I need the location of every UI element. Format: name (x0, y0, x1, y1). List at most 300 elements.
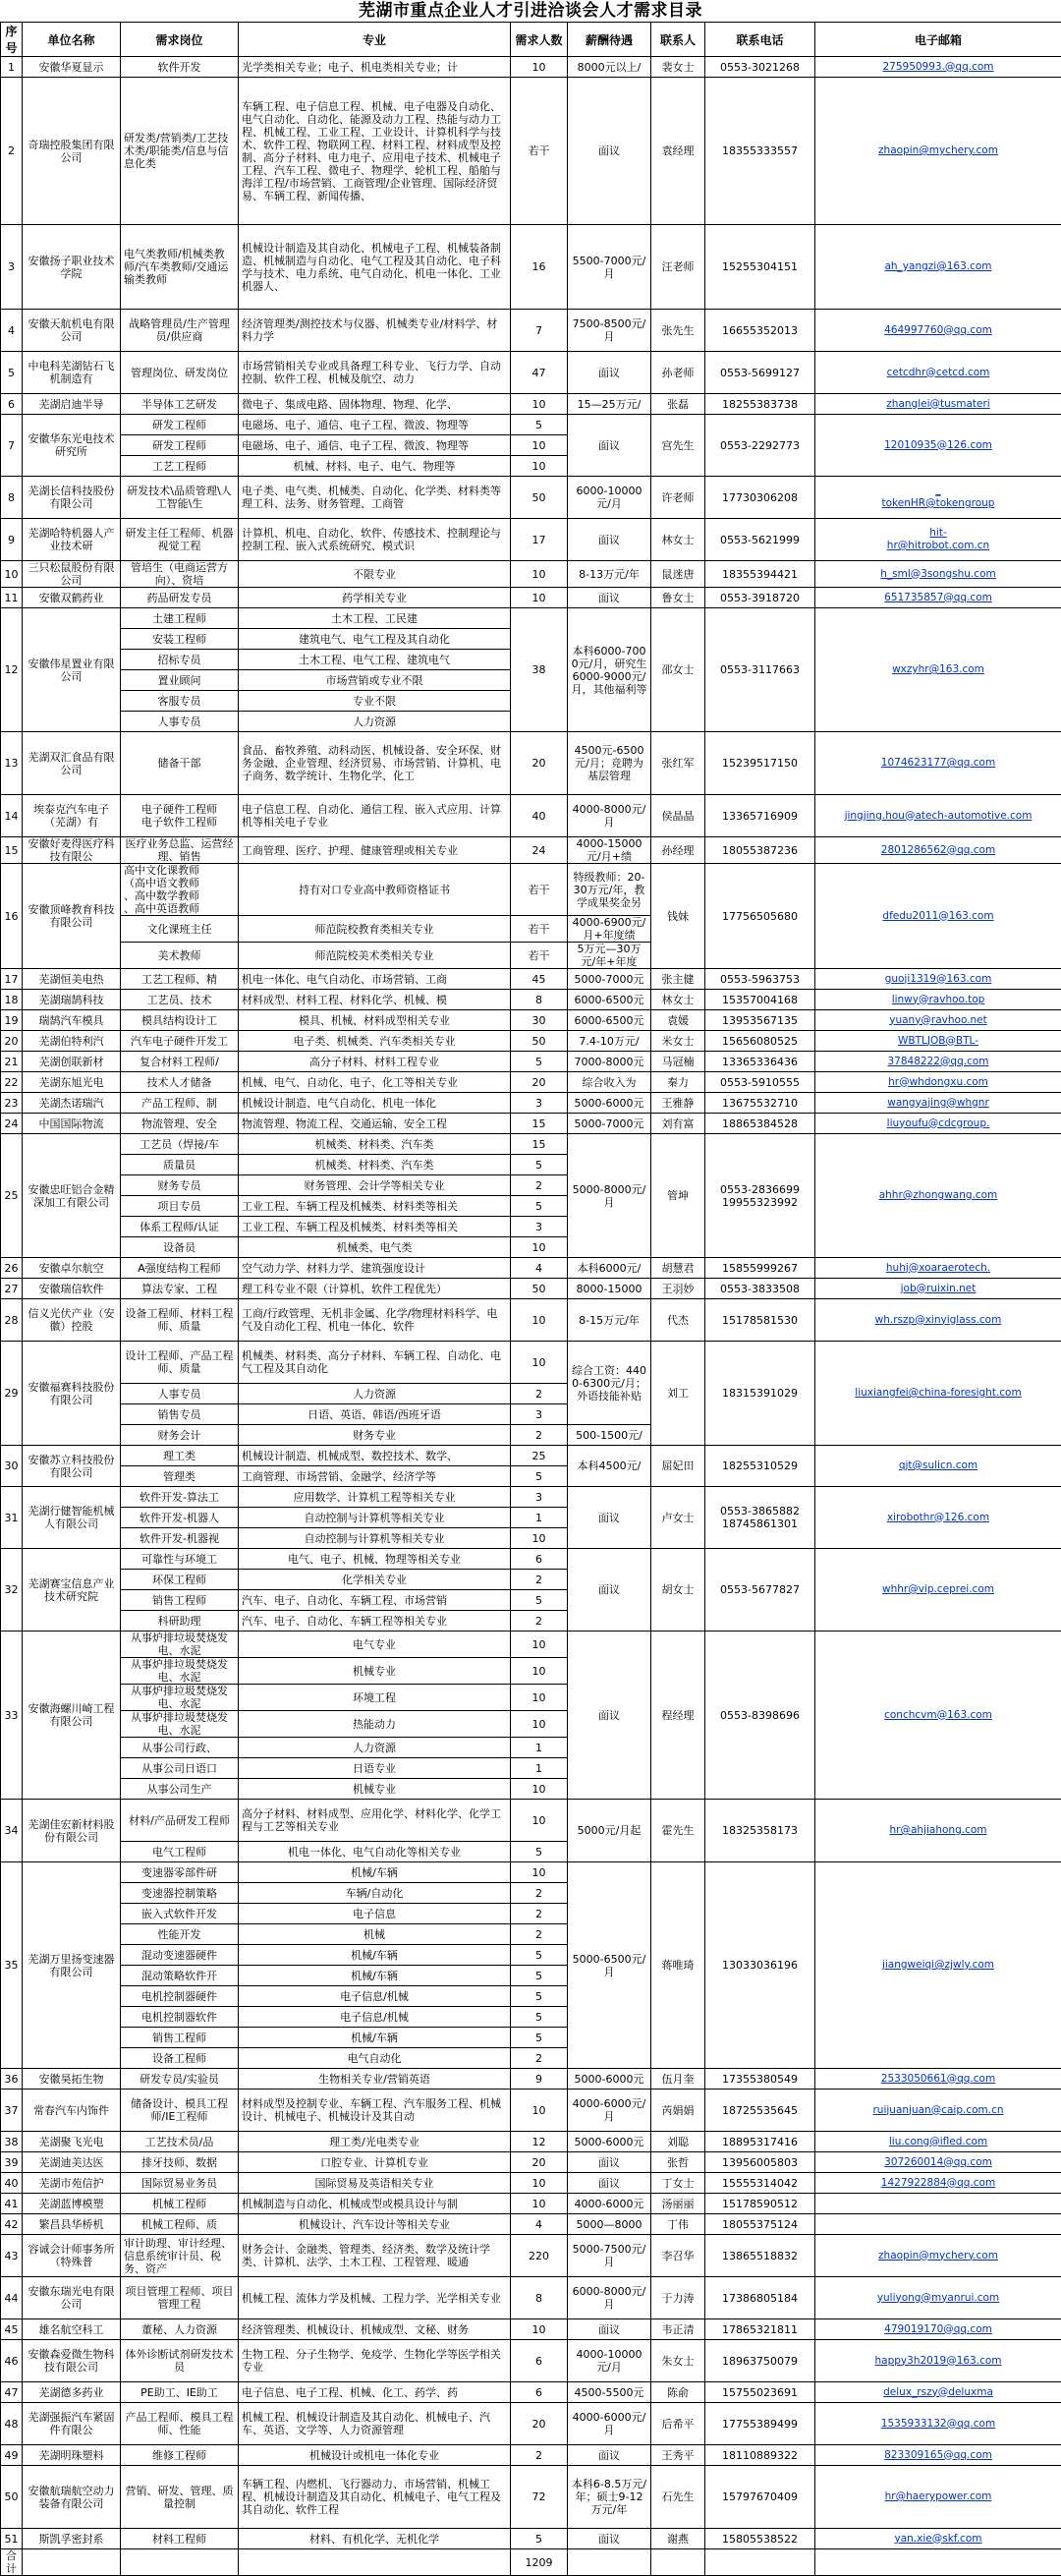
cell-count: 5 (511, 1466, 568, 1487)
cell-email[interactable]: 1074623177@qq.com (815, 732, 1061, 795)
cell-count: 5 (511, 1196, 568, 1217)
cell-email[interactable]: 307260014@qq.com (815, 2152, 1061, 2173)
cell-position: 审计助理、审计经理、信息系统审计员、税务、资产 (121, 2235, 239, 2277)
cell-email[interactable]: yuliyong@myanrui.com (815, 2277, 1061, 2319)
cell-seq: 5 (1, 352, 23, 394)
cell-seq: 24 (1, 1114, 23, 1134)
total-spacer (121, 2549, 239, 2576)
cell-contact: 张哲 (651, 2152, 705, 2173)
cell-contact: 袁经理 (651, 78, 705, 225)
cell-email[interactable]: 2533050661@qq.com (815, 2069, 1061, 2089)
cell-major: 电气、电子、机械、物理等相关专业 (239, 1549, 511, 1570)
cell-email[interactable]: WBTLJOB@BTL- (815, 1031, 1061, 1052)
cell-position: 电气类教师/机械类教师/汽车类教师/交通运输类教师 (121, 225, 239, 310)
table-row (1, 477, 1061, 519)
cell-seq: 3 (1, 225, 23, 310)
cell-email[interactable]: zhaopin@mychery.com (815, 2235, 1061, 2277)
table-row (1, 561, 1061, 588)
cell-company: 芜湖赛宝信息产业技术研究院 (23, 1549, 121, 1631)
cell-position: 从事炉排垃圾焚烧发电、水泥 (121, 1685, 239, 1711)
cell-major: 光学类相关专业；电子、机电类相关专业；计 (239, 57, 511, 78)
cell-email[interactable]: job@ruixin.net (815, 1279, 1061, 1299)
header-email: 电子邮箱 (815, 23, 1061, 57)
cell-phone: 15239517150 (705, 732, 815, 795)
cell-email[interactable]: hit- hr@hitrobot.com.cn (815, 519, 1061, 561)
header-seq: 序号 (1, 23, 23, 57)
cell-email[interactable]: hr@whdongxu.com (815, 1072, 1061, 1093)
cell-email[interactable]: xirobothr@126.com (815, 1487, 1061, 1549)
cell-position: 营销、研发、管理、质量控制 (121, 2466, 239, 2529)
cell-email[interactable]: 479019170@qq.com (815, 2319, 1061, 2340)
cell-position: 储备干部 (121, 732, 239, 795)
cell-salary: 本科6000元/ (568, 1258, 651, 1279)
cell-major: 机械设计制造、机械成型、数控技术、数学、 (239, 1446, 511, 1466)
cell-company: 安徽福赛科技股份有限公司 (23, 1342, 121, 1446)
cell-seq: 51 (1, 2529, 23, 2549)
table-row (1, 990, 1061, 1010)
cell-count: 10 (511, 2194, 568, 2214)
cell-major: 机械设计制造、电气自动化、机电一体化 (239, 1093, 511, 1114)
cell-salary: 15—25万元/ (568, 394, 651, 415)
cell-position: 客服专员 (121, 691, 239, 712)
cell-seq: 9 (1, 519, 23, 561)
cell-email[interactable]: zhanglei@tusmateri (815, 394, 1061, 415)
cell-salary: 6000-6500元 (568, 1010, 651, 1031)
cell-email[interactable]: yan.xie@skf.com (815, 2529, 1061, 2549)
cell-email[interactable]: 275950993.@qq.com (815, 57, 1061, 78)
cell-email[interactable]: jiangweiqi@zjwly.com (815, 1862, 1061, 2069)
cell-email[interactable]: huhj@xoaraerotech. (815, 1258, 1061, 1279)
table-row (1, 78, 1061, 225)
total-spacer (239, 2549, 511, 2576)
cell-phone: 18255310529 (705, 1446, 815, 1487)
cell-major: 自动控制与计算机等相关专业 (239, 1528, 511, 1549)
cell-position: 研发技术\品质管理\人工智能\生 (121, 477, 239, 519)
cell-major: 机械设计、汽车设计等相关专业 (239, 2214, 511, 2235)
cell-email[interactable]: conchcvm@163.com (815, 1631, 1061, 1800)
cell-major: 环境工程 (239, 1685, 511, 1711)
cell-email[interactable]: liu.cong@ifled.com (815, 2132, 1061, 2152)
cell-email[interactable]: 651735857@qq.com (815, 588, 1061, 608)
cell-position: 美术教师 (121, 943, 239, 969)
cell-count: 10 (511, 1779, 568, 1800)
cell-email[interactable]: wxzyhr@163.com (815, 608, 1061, 732)
cell-email[interactable]: h_sml@3songshu.com (815, 561, 1061, 588)
table-row (1, 1072, 1061, 1093)
cell-major: 电磁场、电子、通信、电子工程、微波、物理等 (239, 415, 511, 435)
cell-count: 若干 (511, 864, 568, 916)
cell-position: 质量员 (121, 1155, 239, 1175)
cell-salary: 特级教师：20-30万元/年，教学成果奖金另 (568, 864, 651, 916)
cell-count: 6 (511, 2340, 568, 2382)
cell-seq: 41 (1, 2194, 23, 2214)
table-row (1, 2319, 1061, 2340)
cell-email[interactable]: 464997760@qq.com (815, 310, 1061, 352)
cell-position: 电子硬件工程师 电子软件工程师 (121, 795, 239, 837)
cell-position: 软件开发-机器视 (121, 1528, 239, 1549)
cell-email[interactable]: wangyajing@whgnr (815, 1093, 1061, 1114)
cell-contact: 胡女士 (651, 1549, 705, 1631)
cell-email[interactable]: guoji1319@163.com (815, 969, 1061, 990)
cell-position: 储备设计、模具工程师/IE工程师 (121, 2089, 239, 2132)
cell-major: 汽车、电子、自动化、车辆工程、市场营销 (239, 1590, 511, 1611)
cell-contact: 霍先生 (651, 1800, 705, 1862)
cell-email[interactable]: qjt@sulicn.com (815, 1446, 1061, 1487)
cell-seq: 26 (1, 1258, 23, 1279)
cell-position: 电机控制器硬件 (121, 1986, 239, 2007)
cell-position: 物流管理、安全 (121, 1114, 239, 1134)
cell-phone: 13365336436 (705, 1052, 815, 1072)
cell-email[interactable]: hr@haerypower.com (815, 2466, 1061, 2529)
cell-count: 10 (511, 2173, 568, 2194)
cell-contact: 陈俞 (651, 2382, 705, 2403)
cell-email[interactable]: whhr@vip.ceprei.com (815, 1549, 1061, 1631)
cell-major: 机械/车辆 (239, 1966, 511, 1986)
cell-position: 科研助理 (121, 1611, 239, 1631)
cell-count: 10 (511, 1342, 568, 1384)
cell-position: PE助工、IE助工 (121, 2382, 239, 2403)
cell-salary: 8000-15000 (568, 1279, 651, 1299)
cell-major: 理工类/光电类专业 (239, 2132, 511, 2152)
cell-position: 汽车电子硬件开发工 (121, 1031, 239, 1052)
cell-contact: 邵女士 (651, 608, 705, 732)
cell-salary: 面议 (568, 2319, 651, 2340)
cell-contact: 韦正清 (651, 2319, 705, 2340)
cell-company: 雄名航空科工 (23, 2319, 121, 2340)
cell-major: 日语专业 (239, 1758, 511, 1779)
cell-position: 财务专员 (121, 1175, 239, 1196)
cell-count: 2 (511, 1175, 568, 1196)
cell-major: 机电一体化、电气自动化、市场营销、工商 (239, 969, 511, 990)
cell-salary: 面议 (568, 519, 651, 561)
cell-position: 混动变速器硬件 (121, 1945, 239, 1966)
cell-position: 理工类 (121, 1446, 239, 1466)
cell-major: 财务专业 (239, 1425, 511, 1446)
cell-email[interactable]: wh.rszp@xinyiglass.com (815, 1299, 1061, 1342)
cell-company: 安徽好麦得医疗科技有限公 (23, 837, 121, 864)
cell-salary: 面议 (568, 1487, 651, 1549)
header-position: 需求岗位 (121, 23, 239, 57)
cell-count: 5 (511, 1945, 568, 1966)
cell-company: 安徽顶峰教育科技有限公司 (23, 864, 121, 969)
cell-salary: 综合工资：4400-6300元/月； 外语技能补贴 (568, 1342, 651, 1425)
cell-position: 技术人才储备 (121, 1072, 239, 1093)
cell-email[interactable]: 1535933132@qq.com (815, 2403, 1061, 2445)
table-row (1, 2089, 1061, 2132)
cell-email[interactable]: ruijuanjuan@caip.com.cn (815, 2089, 1061, 2132)
cell-email[interactable]: zhaopin@mychery.com (815, 78, 1061, 225)
table-row (1, 310, 1061, 352)
cell-phone: 15755023691 (705, 2382, 815, 2403)
cell-position: 工艺工程师 (121, 456, 239, 477)
cell-count: 10 (511, 2319, 568, 2340)
cell-position: 产品工程师、制 (121, 1093, 239, 1114)
cell-salary: 面议 (568, 2445, 651, 2466)
cell-position: 人事专员 (121, 1384, 239, 1404)
cell-position: 算法专家、工程 (121, 1279, 239, 1299)
cell-company: 中电科芜湖钻石飞机制造有 (23, 352, 121, 394)
cell-count: 5 (511, 2028, 568, 2048)
table-row (1, 2277, 1061, 2319)
cell-email[interactable]: yuany@ravhoo.net (815, 1010, 1061, 1031)
cell-contact: 林女士 (651, 990, 705, 1010)
cell-email[interactable]: ah_yangzi@163.com (815, 225, 1061, 310)
cell-email[interactable]: jingjing.hou@atech-automotive.com (815, 795, 1061, 837)
cell-major: 人力资源 (239, 1738, 511, 1758)
cell-salary: 面议 (568, 352, 651, 394)
cell-count: 3 (511, 1404, 568, 1425)
cell-count: 2 (511, 2445, 568, 2466)
cell-count: 38 (511, 608, 568, 732)
cell-count: 10 (511, 1631, 568, 1658)
cell-count: 10 (511, 2089, 568, 2132)
cell-email[interactable]: happy3h2019@163.com (815, 2340, 1061, 2382)
cell-major: 车辆/自动化 (239, 1883, 511, 1904)
cell-count: 1 (511, 1738, 568, 1758)
cell-salary: 本科6000-7000元/月，研究生6000-9000元/月，其他福利等 (568, 608, 651, 732)
cell-email[interactable]: 37848222@qq.com (815, 1052, 1061, 1072)
total-spacer (815, 2549, 1061, 2576)
cell-company: 安徽伟星置业有限公司 (23, 608, 121, 732)
cell-company: 繁昌县华桥机 (23, 2214, 121, 2235)
cell-seq: 10 (1, 561, 23, 588)
cell-email[interactable]: liuyoufu@cdcgroup. (815, 1114, 1061, 1134)
header-salary: 薪酬待遇 (568, 23, 651, 57)
cell-count: 2 (511, 1611, 568, 1631)
cell-position: 工艺员、技术 (121, 990, 239, 1010)
cell-company: 安徽苏立科技股份有限公司 (23, 1446, 121, 1487)
cell-phone: 13033036196 (705, 1862, 815, 2069)
cell-contact: 李召华 (651, 2235, 705, 2277)
cell-count: 24 (511, 837, 568, 864)
cell-company: 芜湖杰诺瑞汽 (23, 1093, 121, 1114)
cell-company: 芜湖德多药业 (23, 2382, 121, 2403)
cell-count: 2 (511, 1924, 568, 1945)
cell-major: 市场营销或专业不限 (239, 670, 511, 691)
cell-seq: 35 (1, 1862, 23, 2069)
cell-major: 电子类、电气类、机械类、自动化、化学类、材料类等理工科、法务、财务管理、工商管 (239, 477, 511, 519)
cell-major: 车辆工程、电子信息工程、机械、电子电器及自动化、电气自动化、自动化、能源及动力工程、热能与动力工程、机械工程、工业工程、工业设计、计算机科学与技术、软件工程、物联网工程、材料工程、材料成型及控制、高分子材料、电力电子、应用电子技术、机械电子工程、汽车工程、微电子、物理学、轮机工程、船舶与海洋工程/市场营销、工商管理/企业管理、国际经济贸易、车辆工程、新闻传播、 (239, 78, 511, 225)
cell-major: 专业不限 (239, 691, 511, 712)
cell-salary: 5000-7500元/月 (568, 2235, 651, 2277)
cell-position: 置业顾问 (121, 670, 239, 691)
cell-major: 机械类、材料类、高分子材料、车辆工程、自动化、电气工程及其自动化 (239, 1342, 511, 1384)
cell-company: 三只松鼠股份有限公司 (23, 561, 121, 588)
total-spacer (23, 2549, 121, 2576)
cell-company: 容诚会计师事务所（特殊普 (23, 2235, 121, 2277)
cell-count: 47 (511, 352, 568, 394)
cell-email[interactable] (815, 2214, 1061, 2235)
cell-major: 财务管理、会计学等相关专业 (239, 1175, 511, 1196)
cell-contact: 宫先生 (651, 415, 705, 477)
cell-seq: 48 (1, 2403, 23, 2445)
cell-salary: 4000-10000元/月 (568, 2340, 651, 2382)
cell-contact: 伍月奎 (651, 2069, 705, 2089)
cell-contact: 王羽妙 (651, 1279, 705, 1299)
table-row (1, 352, 1061, 394)
cell-company: 安徽天航机电有限公司 (23, 310, 121, 352)
cell-major: 机械/车辆 (239, 1945, 511, 1966)
cell-major: 生物相关专业/营销英语 (239, 2069, 511, 2089)
cell-salary: 面议 (568, 1631, 651, 1800)
cell-email[interactable]: dfedu2011@163.com (815, 864, 1061, 969)
cell-contact: 钱妹 (651, 864, 705, 969)
cell-phone: 18355394421 (705, 561, 815, 588)
cell-count: 20 (511, 732, 568, 795)
cell-major: 机械设计制造及其自动化、机械电子工程、机械装备制造、机械制造与自动化、电气工程及其自动化、电子科学与技术、电力系统、电气自动化、机电一体化、工业机器人、 (239, 225, 511, 310)
cell-contact: 林女士 (651, 519, 705, 561)
table-row (1, 2069, 1061, 2089)
cell-salary: 综合收入为 (568, 1072, 651, 1093)
cell-seq: 27 (1, 1279, 23, 1299)
cell-count: 10 (511, 1685, 568, 1711)
cell-contact: 刘工 (651, 1342, 705, 1446)
cell-salary: 4000-15000元/月+绩 (568, 837, 651, 864)
table-row (1, 1800, 1061, 1842)
cell-major: 机械专业 (239, 1658, 511, 1685)
cell-company: 芜湖伯特利汽 (23, 1031, 121, 1052)
cell-seq: 13 (1, 732, 23, 795)
cell-phone: 0553-3918720 (705, 588, 815, 608)
cell-contact: 后希平 (651, 2403, 705, 2445)
cell-count: 50 (511, 1031, 568, 1052)
cell-seq: 49 (1, 2445, 23, 2466)
cell-seq: 32 (1, 1549, 23, 1631)
table-row (1, 2403, 1061, 2445)
cell-seq: 17 (1, 969, 23, 990)
cell-phone: 0553-3117663 (705, 608, 815, 732)
cell-count: 若干 (511, 916, 568, 943)
cell-phone: 18963750079 (705, 2340, 815, 2382)
cell-email[interactable]: cetcdhr@cetcd.com (815, 352, 1061, 394)
cell-email[interactable]: 2801286562@qq.com (815, 837, 1061, 864)
cell-salary: 5000-6500元/月 (568, 1862, 651, 2069)
header-major: 专业 (239, 23, 511, 57)
cell-position: 嵌入式软件开发 (121, 1904, 239, 1924)
cell-company: 安徽双鹤药业 (23, 588, 121, 608)
cell-count: 5 (511, 1986, 568, 2007)
cell-major: 人力资源 (239, 712, 511, 732)
cell-count: 1 (511, 1758, 568, 1779)
cell-salary: 5000-7000元 (568, 1114, 651, 1134)
total-row (1, 2549, 1061, 2576)
cell-count: 1 (511, 1508, 568, 1528)
cell-salary: 6000-6500元 (568, 990, 651, 1010)
cell-contact: 刘有富 (651, 1114, 705, 1134)
cell-position: 半导体工艺研发 (121, 394, 239, 415)
cell-position: 从事炉排垃圾焚烧发电、水泥 (121, 1658, 239, 1685)
cell-major: 师范院校美术类相关专业 (239, 943, 511, 969)
cell-count: 5 (511, 1590, 568, 1611)
cell-position: 董秘、人力资源 (121, 2319, 239, 2340)
table-row (1, 1549, 1061, 1570)
cell-email[interactable]: hr@ahjiahong.com (815, 1800, 1061, 1862)
header-row (1, 23, 1061, 57)
cell-position: 战略管理员/生产管理员/供应商 (121, 310, 239, 352)
cell-email[interactable]: delux_rszy@deluxma (815, 2382, 1061, 2403)
cell-count: 2 (511, 1384, 568, 1404)
cell-major: 电气自动化 (239, 2048, 511, 2069)
cell-email[interactable]: linwy@ravhoo.top (815, 990, 1061, 1010)
cell-major: 市场营销相关专业或具备理工科专业、飞行力学、自动控制、软件工程、机械及航空、动力 (239, 352, 511, 394)
cell-email[interactable]: liuxiangfei@china-foresight.com (815, 1342, 1061, 1446)
cell-position: 机械工程师、质 (121, 2214, 239, 2235)
cell-email[interactable]: ahhr@zhongwang.com (815, 1134, 1061, 1258)
cell-company: 芜湖哈特机器人产业技术研 (23, 519, 121, 561)
cell-position: 软件开发 (121, 57, 239, 78)
cell-contact: 张先生 (651, 310, 705, 352)
cell-contact: 裴女士 (651, 57, 705, 78)
cell-position: 研发类/营销类/工艺技术类/职能类/信息与信息化类 (121, 78, 239, 225)
table-row (1, 1279, 1061, 1299)
cell-position: 设备工程师 (121, 2048, 239, 2069)
table-row (1, 1114, 1061, 1134)
cell-salary: 8-15万元/年 (568, 1299, 651, 1342)
table-row (1, 2214, 1061, 2235)
cell-phone: 16655352013 (705, 310, 815, 352)
cell-major: 工商管理、市场营销、金融学、经济学等 (239, 1466, 511, 1487)
cell-position: 从事公司日语口 (121, 1758, 239, 1779)
cell-seq: 47 (1, 2382, 23, 2403)
cell-phone: 15555314042 (705, 2173, 815, 2194)
cell-count: 4 (511, 2214, 568, 2235)
cell-count: 8 (511, 2277, 568, 2319)
cell-company: 奇瑞控股集团有限公司 (23, 78, 121, 225)
cell-major: 不限专业 (239, 561, 511, 588)
cell-company: 芜湖双汇食品有限公司 (23, 732, 121, 795)
cell-salary: 5000-6000元 (568, 2132, 651, 2152)
cell-seq: 45 (1, 2319, 23, 2340)
table-row (1, 864, 1061, 916)
table-row (1, 2173, 1061, 2194)
cell-contact: 王雅静 (651, 1093, 705, 1114)
cell-company: 芜湖启迪半导 (23, 394, 121, 415)
cell-seq: 37 (1, 2089, 23, 2132)
cell-email[interactable]: _ tokenHR@tokengroup (815, 477, 1061, 519)
cell-count: 30 (511, 1010, 568, 1031)
cell-contact: 汤丽丽 (651, 2194, 705, 2214)
table-row (1, 2194, 1061, 2214)
cell-email[interactable]: 1427922884@qq.com (815, 2173, 1061, 2194)
page-title: 芜湖市重点企业人才引进洽谈会人才需求目录 (0, 0, 1061, 22)
cell-count: 220 (511, 2235, 568, 2277)
cell-major: 化学相关专业 (239, 1570, 511, 1590)
cell-seq: 12 (1, 608, 23, 732)
cell-position: 材料工程师 (121, 2529, 239, 2549)
cell-email[interactable]: 823309165@qq.com (815, 2445, 1061, 2466)
cell-contact: 张红军 (651, 732, 705, 795)
cell-major: 机械、材料、电子、电气、物理等 (239, 456, 511, 477)
cell-contact: 芮娟娟 (651, 2089, 705, 2132)
total-count: 1209 (511, 2549, 568, 2576)
cell-company: 芜湖恒美电热 (23, 969, 121, 990)
total-spacer (651, 2549, 705, 2576)
cell-seq: 40 (1, 2173, 23, 2194)
table-row (1, 1031, 1061, 1052)
cell-email[interactable]: 12010935@126.com (815, 415, 1061, 477)
cell-email[interactable] (815, 2194, 1061, 2214)
cell-seq: 15 (1, 837, 23, 864)
cell-company: 埃泰克汽车电子（芜湖）有 (23, 795, 121, 837)
cell-major: 食品、畜牧养殖、动科动医、机械设备、安全环保、财务金融、企业管理、经济贸易、市场营销、计算机、电子商务、数学统计、生物化学、化工 (239, 732, 511, 795)
cell-count: 2 (511, 1904, 568, 1924)
table-row (1, 519, 1061, 561)
cell-count: 5 (511, 415, 568, 435)
cell-major: 高分子材料、材料成型、应用化学、材料化学、化学工程与工艺等相关专业 (239, 1800, 511, 1842)
cell-contact: 丁伟 (651, 2214, 705, 2235)
cell-company: 斯凯孚密封系 (23, 2529, 121, 2549)
table-row (1, 1134, 1061, 1155)
